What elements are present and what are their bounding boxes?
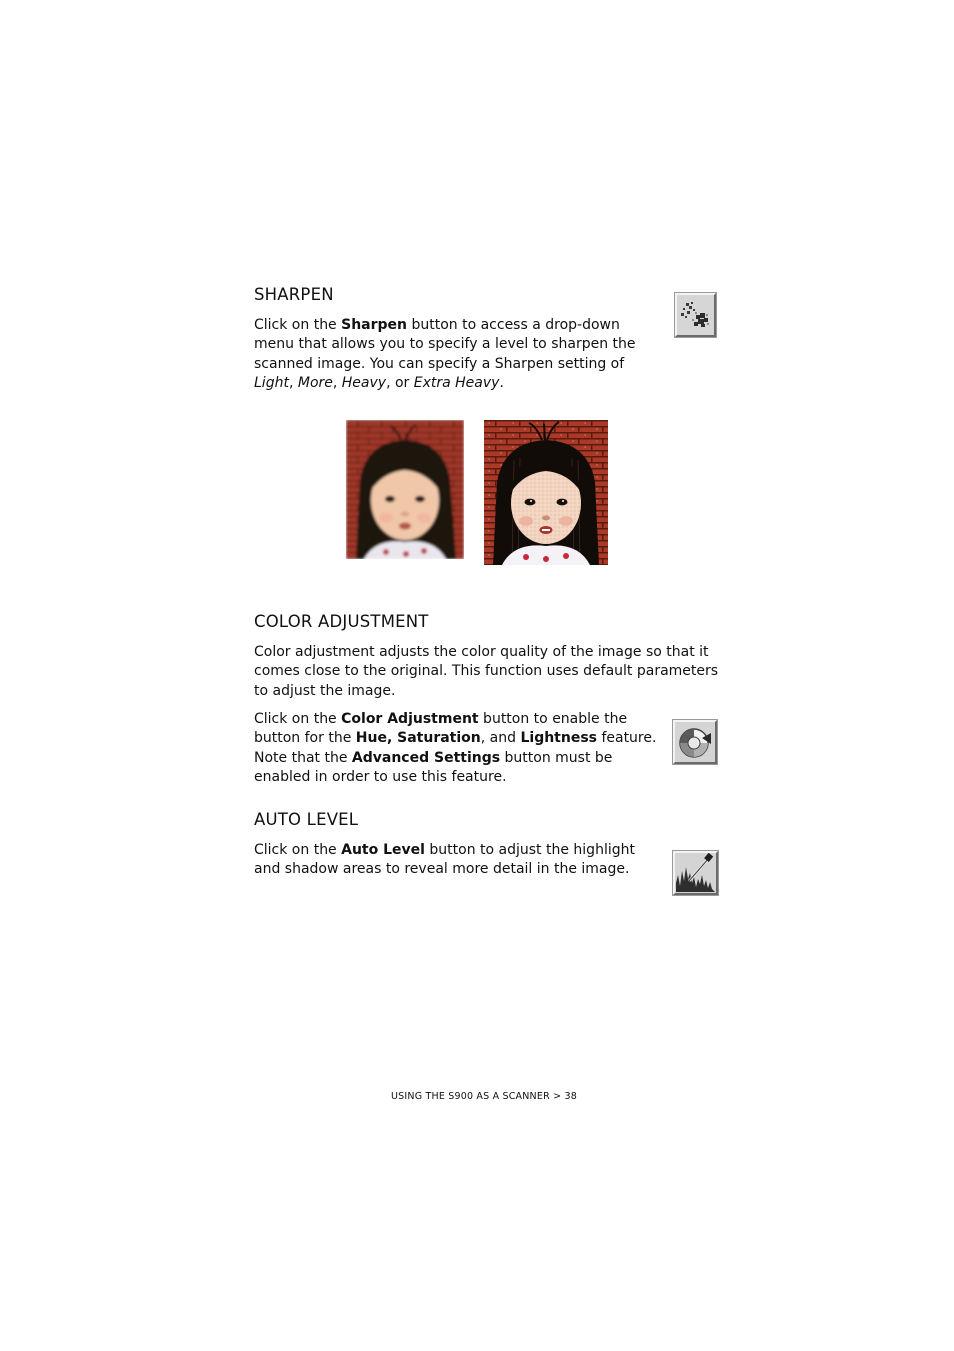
color-adjustment-text: button must be enabled in order to use this feature. [254,749,613,785]
color-adjustment-button-name: Color Adjustment [341,711,479,727]
sharpen-text: , or [386,374,414,391]
color-adjustment-text: Click on the [254,711,342,727]
sharpen-option-more: More [297,374,333,391]
page-footer: USING THE S900 AS A SCANNER > 38 [391,1091,577,1102]
auto-level-icon-glyph [675,853,716,893]
sharpen-text: Click on the [254,317,342,333]
sharpen-button-name: Sharpen [341,317,408,333]
color-adjustment-heading: COLOR ADJUSTMENT [254,612,429,631]
sharpen-option-extra-heavy: Extra Heavy [413,374,500,391]
lightness-label: Lightness [520,730,597,747]
sharpen-option-heavy: Heavy [341,374,387,391]
auto-level-text: button to adjust the highlight and shadow areas to reveal more detail in the image. [254,842,635,878]
auto-level-text: Click on the [254,842,342,858]
color-adjustment-intro-paragraph: Color adjustment adjusts the color quality of the image so that it comes close to the original. This function uses default parameters to adjust the image. [254,644,719,699]
sharpen-icon[interactable] [675,293,716,337]
sharpen-icon-glyph [677,295,714,335]
advanced-settings-label: Advanced Settings [351,749,501,766]
sharpen-text: , [288,374,298,391]
auto-level-icon[interactable] [673,851,718,895]
color-adjustment-icon-glyph [675,722,715,762]
auto-level-button-name: Auto Level [341,842,425,858]
sharpen-text: . [499,374,504,391]
auto-level-heading: AUTO LEVEL [254,810,359,829]
auto-level-paragraph [254,841,659,880]
color-adjustment-text: feature. Note that the [254,730,657,766]
sharpen-text: button to access a drop-down menu that allows you to specify a level to sharpen the scanned image. You can specify a Sharpen setting of [254,317,636,372]
sharpen-heading: SHARPEN [254,285,334,304]
hue-saturation-label: Hue, Saturation [355,730,481,747]
photo-after-sharpen [484,420,608,565]
sharpen-paragraph [254,316,659,393]
sharpen-text: , [332,374,342,391]
color-adjustment-instructions-paragraph [254,710,666,787]
photo-before-sharpen [346,420,464,559]
sharpen-option-light: Light [254,374,289,391]
color-adjustment-text: , and [480,730,521,747]
color-adjustment-icon[interactable] [673,720,717,764]
color-adjustment-text: button to enable the button for the [254,711,628,747]
